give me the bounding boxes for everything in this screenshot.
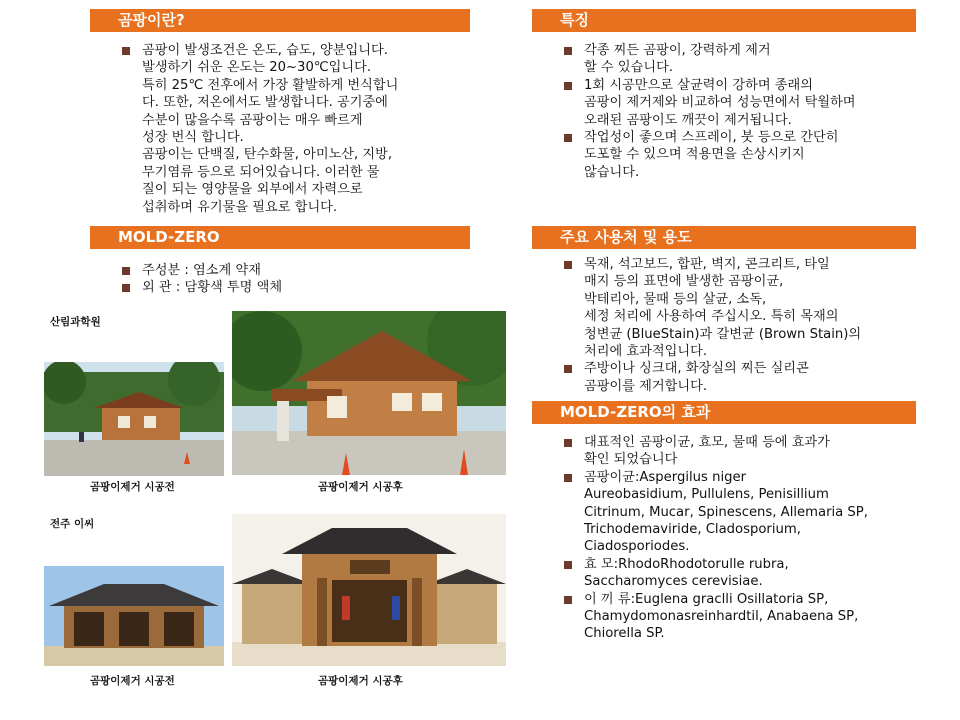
bullet-item: 이 끼 류:Euglena graclli Osillatoria SP, Chamydomonasreinhardtil, Anabaena SP, Chiorella SP. <box>560 591 945 643</box>
section-header-features: 특징 <box>532 9 916 32</box>
photo-cabin-before <box>44 362 224 476</box>
caption-site1-before: 곰팡이제거 시공전 <box>90 481 175 493</box>
section-header-effects: MOLD-ZERO의 효과 <box>532 401 916 424</box>
site-label-jeonju-lee: 전주 이씨 <box>50 518 95 530</box>
caption-site2-after: 곰팡이제거 시공후 <box>318 675 403 687</box>
photo-hanok-after <box>232 514 506 666</box>
section-header-uses: 주요 사용처 및 용도 <box>532 226 916 249</box>
effects-list <box>560 434 945 643</box>
bullet-item: 외 관 : 담황색 투명 액체 <box>118 279 468 296</box>
bullet-item: 작업성이 좋으며 스프레이, 붓 등으로 간단히 도포할 수 있으며 적용면을 손상시키지 않습니다. <box>560 129 940 181</box>
site-label-forest-institute: 산림과학원 <box>50 316 101 328</box>
photo-cabin-after <box>232 311 506 475</box>
bullet-item: 주방이나 싱크대, 화장실의 찌든 실리콘 곰팡이를 제거합니다. <box>560 360 940 395</box>
bullet-item: 대표적인 곰팡이균, 효모, 물때 등에 효과가 확인 되었습니다 <box>560 434 945 469</box>
bullet-item: 1회 시공만으로 살균력이 강하며 종래의 곰팡이 제거제와 비교하여 성능면에서 탁월하며 오래된 곰팡이도 깨끗이 제거됩니다. <box>560 77 940 129</box>
caption-site1-after: 곰팡이제거 시공후 <box>318 481 403 493</box>
caption-site2-before: 곰팡이제거 시공전 <box>90 675 175 687</box>
bullet-item: 목재, 석고보드, 합판, 벽지, 콘크리트, 타일 매지 등의 표면에 발생한 곰팡이균, 박테리아, 물때 등의 살균, 소독, 세정 처리에 사용하여 주십시오. 특히 목재의 청변균 (BlueStain)과 갈변균 (Brown Stain)의 처리에 효과적입니다. <box>560 256 940 360</box>
section-header-what-is: 곰팡이란? <box>90 9 470 32</box>
bullet-item: 주성분 : 염소계 약재 <box>118 262 468 279</box>
uses-list <box>560 256 940 395</box>
features-list <box>560 42 940 181</box>
photo-hanok-before <box>44 566 224 666</box>
bullet-item: 곰팡이 발생조건은 온도, 습도, 양분입니다. 발생하기 쉬운 온도는 20~30℃입니다. 특히 25℃ 전후에서 가장 활발하게 번식합니 다. 또한, 저온에서도 발생합니다. 공기중에 수분이 많을수록 곰팡이는 매우 빠르게 성장 번식 합니다. 곰팡이는 단백질, 탄수화물, 아미노산, 지방, 무기염류 등으로 되어있습니다. 이러한 물 질이 되는 영양물을 외부에서 자력으로 섭취하며 유기물을 필요로 합니다. <box>118 42 468 216</box>
product-spec-list <box>118 262 468 297</box>
bullet-item: 각종 찌든 곰팡이, 강력하게 제거 할 수 있습니다. <box>560 42 940 77</box>
bullet-item: 효 모:RhodoRhodotorulle rubra, Saccharomyces cerevisiae. <box>560 556 945 591</box>
what-is-list <box>118 42 468 216</box>
bullet-item: 곰팡이균:Aspergilus niger Aureobasidium, Pullulens, Penisillium Citrinum, Mucar, Spinescens, Allemaria SP, Trichodemaviride, Cladosporium, Ciadosporiodes. <box>560 469 945 556</box>
section-header-mold-zero: MOLD-ZERO <box>90 226 470 249</box>
